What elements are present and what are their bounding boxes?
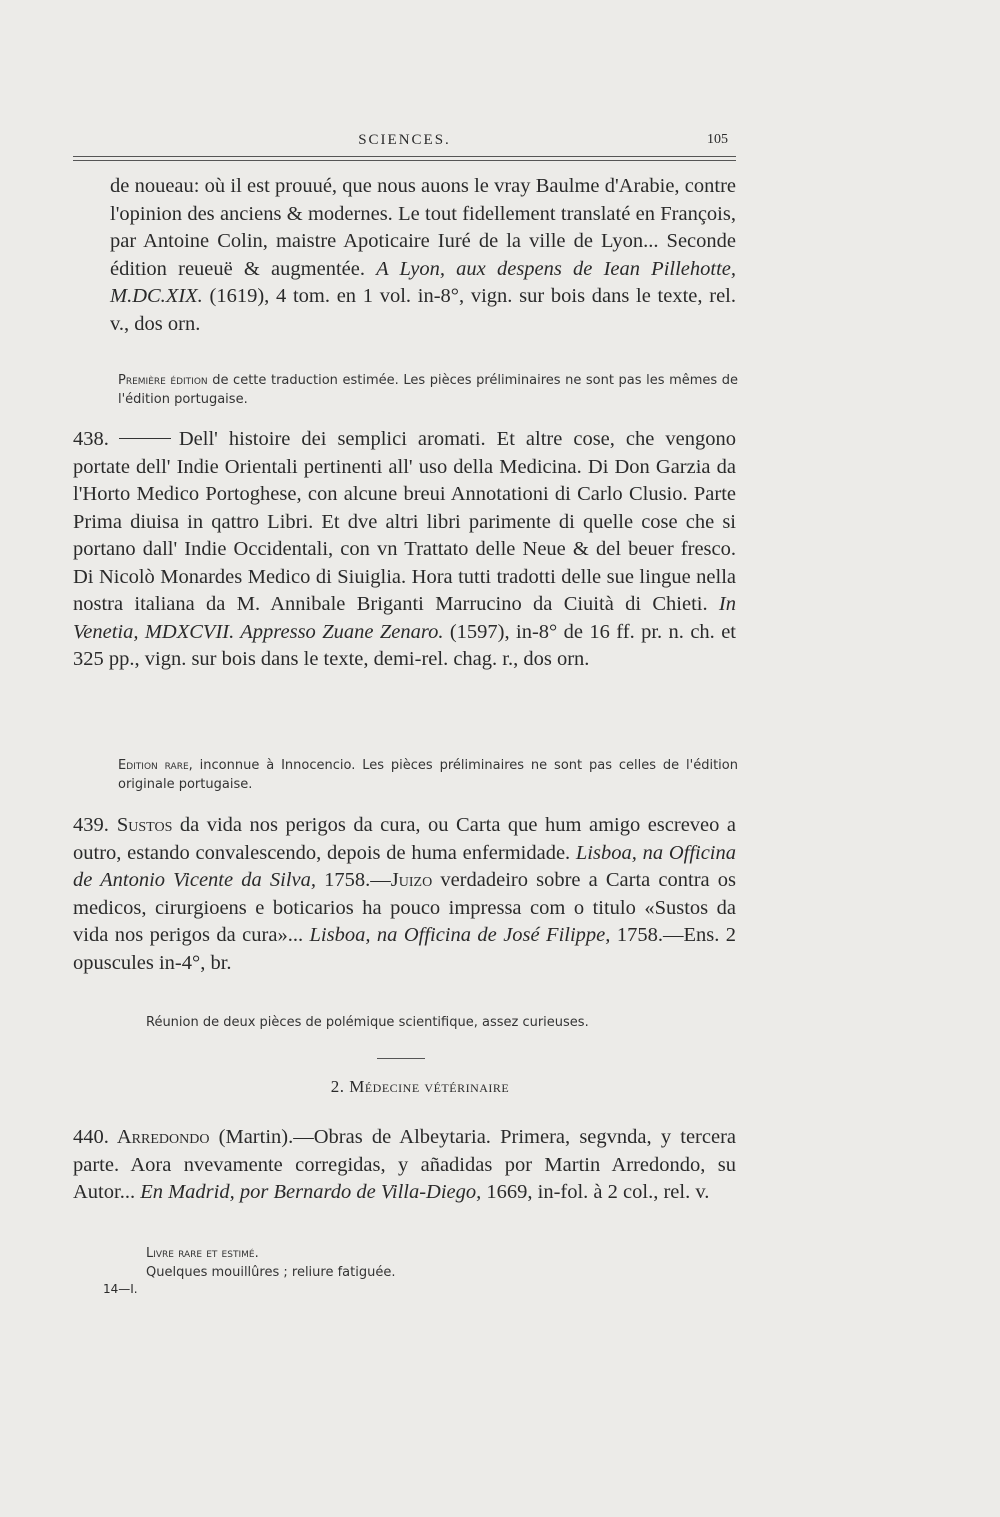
entry-text: (1619), 4 tom. en 1 vol. in-8°, vign. sur bois dans le texte, rel. v., dos orn.	[110, 285, 736, 335]
running-title: SCIENCES.	[358, 132, 451, 148]
entry-text: de noueau: où il est prouué, que nous auons le vray Baulme d'Arabie, contre l'opinion des anciens & modernes. Le tout fidellement translaté en François, par Antoine Colin, maistre Apoticaire Iuré de la ville de Lyon... Seconde édition reueuë & augmentée.	[110, 175, 736, 280]
entry-438	[73, 426, 736, 674]
entry-number: 439.	[73, 814, 109, 836]
entry-sublead: Juizo	[390, 869, 433, 891]
ditto-dash	[119, 438, 171, 439]
entry-text: 1758.—Ens. 2 opuscules in-4°, br.	[73, 924, 737, 974]
bibliographic-note	[118, 371, 738, 409]
entry-text: (1597), in-8° de 16 ff. pr. n. ch. et 325 pp., vign. sur bois dans le texte, demi-rel. chag. r., dos orn.	[73, 620, 736, 670]
entry-text: Dell' histoire dei semplici aromati. Et altre cose, che vengono portate dell' Indie Orientali pertinenti all' uso della Medicina. Di Don Garzia da l'Horto Medico Portoghese, con alcune breui Annotationi di Carlo Clusio. Parte Prima diuisa in qattro Libri. Et dve altri libri parimente di quelle cose che si portano dall' Indie Occidentali, con vn Trattato delle Neue & del beuer fresco. Di Nicolò Monardes Medico di Siuiglia. Hora tutti tradotti delle sue lingue nella nostra italiana da M. Annibale Briganti Marrucino da Ciuità di Chieti.	[73, 428, 736, 615]
entry-number: 440.	[73, 1126, 109, 1148]
page-header	[73, 132, 736, 154]
note-lead: Première édition	[118, 373, 208, 388]
note-line: Livre rare et estimé.	[146, 1246, 259, 1261]
entry-lead: Arredondo	[116, 1126, 210, 1148]
section-divider	[377, 1058, 425, 1059]
entry-439	[73, 812, 736, 977]
bibliographic-note	[146, 1013, 766, 1032]
imprint: Lisboa, na Officina de Antonio Vicente da Silva,	[73, 841, 736, 891]
note-line: Quelques mouillûres ; reliure fatiguée.	[146, 1265, 396, 1280]
note-lead: Edition rare	[118, 758, 189, 773]
imprint: Lisboa, na Officina de José Filippe,	[309, 924, 611, 946]
entry-text: da vida nos perigos da cura, ou Carta que hum amigo escreveo a outro, estando convalescendo, depois de huma enfermidade.	[73, 814, 736, 864]
note-text: Réunion de deux pièces de polémique scientifique, assez curieuses.	[146, 1015, 589, 1030]
entry-text: (Martin).—Obras de Albeytaria. Primera, segvnda, y tercera parte. Aora nvevamente corregidas, y añadidas por Martin Arredondo, su Autor...	[73, 1126, 736, 1203]
bibliographic-note	[146, 1244, 766, 1282]
section-number: 2.	[330, 1077, 345, 1096]
entry-text: 1669, in-fol. à 2 col., rel. v.	[481, 1181, 710, 1203]
note-text: , inconnue à Innocencio. Les pièces préliminaires ne sont pas celles de l'édition originale portugaise.	[118, 758, 738, 792]
imprint: A Lyon, aux despens de Iean Pillehotte, M.DC.XIX.	[110, 257, 737, 307]
imprint: En Madrid, por Bernardo de Villa-Diego,	[140, 1181, 482, 1203]
section-heading	[0, 1077, 840, 1097]
entry-number: 438.	[73, 428, 109, 450]
section-title: Médecine vétérinaire	[349, 1077, 510, 1096]
printer-signature: 14—I.	[103, 1282, 138, 1296]
entry-440	[73, 1124, 736, 1207]
bibliographic-note	[118, 756, 738, 794]
entry-continuation	[110, 173, 736, 338]
header-rule	[73, 156, 736, 161]
entry-lead: Sustos	[116, 814, 173, 836]
page-number: 105	[707, 132, 728, 147]
entry-text: verdadeiro sobre a Carta contra os medicos, cirurgioens e boticarios ha pouco impressa com o titulo «Sustos da vida nos perigos da cura»...	[73, 869, 736, 946]
note-text: de cette traduction estimée. Les pièces préliminaires ne sont pas les mêmes de l'édition portugaise.	[118, 373, 739, 407]
imprint: In Venetia, MDXCVII. Appresso Zuane Zenaro.	[73, 593, 736, 643]
entry-text: 1758.—	[316, 869, 391, 891]
